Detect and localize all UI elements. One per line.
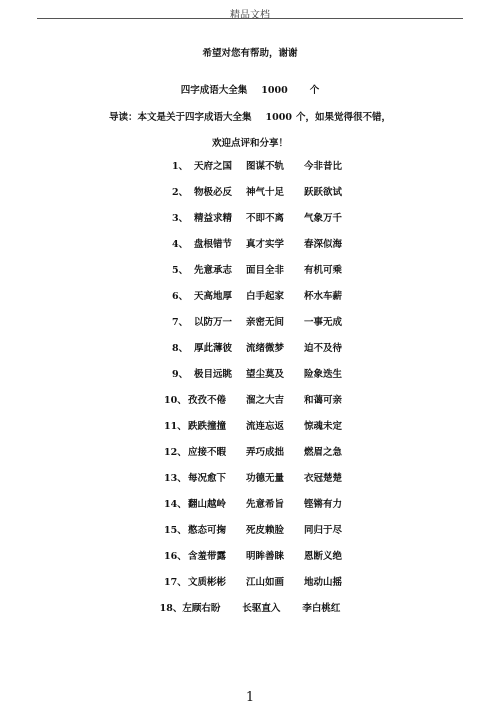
idiom-number: 17、 — [164, 577, 187, 588]
idiom-number: 18、 — [159, 603, 183, 614]
idiom-number: 11、 — [164, 421, 187, 432]
idiom-number: 3、 — [172, 213, 189, 224]
header-divider — [37, 18, 463, 19]
idiom-c: 恩断义绝 — [304, 551, 343, 562]
idiom-number: 1、 — [172, 161, 189, 172]
idiom-number: 10、 — [164, 395, 187, 406]
idiom-a: 文质彬彬 — [188, 577, 227, 588]
idiom-b: 神气十足 — [246, 187, 285, 198]
lead-prefix: 导读：本文是关于四字成语大全集 — [109, 112, 252, 123]
idiom-b: 先意希旨 — [246, 499, 285, 510]
idiom-a: 以防万一 — [194, 317, 233, 328]
document-title — [0, 82, 500, 96]
hope-line: 希望对您有帮助，谢谢 — [202, 48, 298, 59]
idiom-b: 明眸善睐 — [246, 551, 285, 562]
title-unit: 个 — [309, 85, 320, 96]
idiom-a: 精益求精 — [194, 213, 233, 224]
lead-paragraph — [0, 109, 500, 123]
idiom-b: 真才实学 — [246, 239, 285, 250]
idiom-c: 气象万千 — [304, 213, 343, 224]
idiom-number: 9、 — [172, 369, 189, 380]
idiom-c: 燃眉之急 — [304, 447, 343, 458]
idiom-number: 16、 — [164, 551, 187, 562]
page-header: 精品文档 — [230, 10, 270, 21]
idiom-a: 左顾右盼 — [182, 603, 221, 614]
idiom-b: 不即不离 — [246, 213, 285, 224]
idiom-a: 极目远眺 — [194, 369, 233, 380]
idiom-row-18 — [0, 600, 500, 614]
idiom-b: 面目全非 — [246, 265, 285, 276]
title-count: 1000 — [261, 85, 288, 96]
idiom-c: 和蔼可亲 — [304, 395, 343, 406]
idiom-b: 死皮赖脸 — [246, 525, 285, 536]
idiom-number: 5、 — [172, 265, 189, 276]
idiom-b: 溜之大吉 — [246, 395, 285, 406]
idiom-a: 跌跌撞撞 — [188, 421, 227, 432]
idiom-number: 13、 — [164, 473, 187, 484]
idiom-number: 8、 — [172, 343, 189, 354]
idiom-b: 白手起家 — [246, 291, 285, 302]
idiom-b: 流连忘返 — [246, 421, 285, 432]
idiom-c: 同归于尽 — [304, 525, 343, 536]
lead-suffix: 个，如果觉得很不错， — [295, 112, 391, 123]
idiom-b: 亲密无间 — [246, 317, 285, 328]
idiom-c: 今非昔比 — [304, 161, 343, 172]
idiom-b: 功德无量 — [246, 473, 285, 484]
idiom-number: 14、 — [164, 499, 187, 510]
idiom-a: 含羞带露 — [188, 551, 227, 562]
idiom-c: 险象迭生 — [304, 369, 343, 380]
idiom-b: 江山如画 — [246, 577, 285, 588]
idiom-a: 孜孜不倦 — [188, 395, 227, 406]
idiom-number: 7、 — [172, 317, 189, 328]
idiom-number: 6、 — [172, 291, 189, 302]
idiom-a: 物极必反 — [194, 187, 233, 198]
idiom-b: 弄巧成拙 — [246, 447, 285, 458]
idiom-number: 4、 — [172, 239, 189, 250]
lead-count: 1000 — [265, 112, 292, 123]
idiom-number: 12、 — [164, 447, 187, 458]
idiom-a: 天高地厚 — [194, 291, 233, 302]
idiom-b: 望尘莫及 — [246, 369, 285, 380]
idiom-b: 流绪微梦 — [246, 343, 285, 354]
idiom-number: 2、 — [172, 187, 189, 198]
idiom-b: 图谋不轨 — [246, 161, 285, 172]
idiom-c: 春深似海 — [304, 239, 343, 250]
idiom-c: 地动山摇 — [304, 577, 343, 588]
idiom-c: 有机可乘 — [304, 265, 343, 276]
idiom-c: 杯水车薪 — [304, 291, 343, 302]
idiom-c: 跃跃欲试 — [304, 187, 343, 198]
idiom-b: 长驱直入 — [242, 603, 281, 614]
idiom-a: 盘根错节 — [194, 239, 233, 250]
idiom-c: 李白桃红 — [302, 603, 341, 614]
idiom-a: 先意承志 — [194, 265, 233, 276]
title-main: 四字成语大全集 — [180, 85, 248, 96]
idiom-a: 天府之国 — [194, 161, 233, 172]
idiom-c: 一事无成 — [304, 317, 343, 328]
idiom-c: 迫不及待 — [304, 343, 343, 354]
idiom-number: 15、 — [164, 525, 187, 536]
welcome-line: 欢迎点评和分享！ — [211, 138, 288, 149]
idiom-c: 惊魂未定 — [304, 421, 343, 432]
idiom-a: 憨态可掬 — [188, 525, 227, 536]
idiom-c: 衣冠楚楚 — [304, 473, 343, 484]
idiom-a: 每况愈下 — [188, 473, 227, 484]
idiom-a: 应接不暇 — [188, 447, 227, 458]
idiom-c: 铿锵有力 — [304, 499, 343, 510]
idiom-a: 厚此薄彼 — [194, 343, 233, 354]
page-number: 1 — [245, 690, 255, 705]
idiom-a: 翻山越岭 — [188, 499, 227, 510]
